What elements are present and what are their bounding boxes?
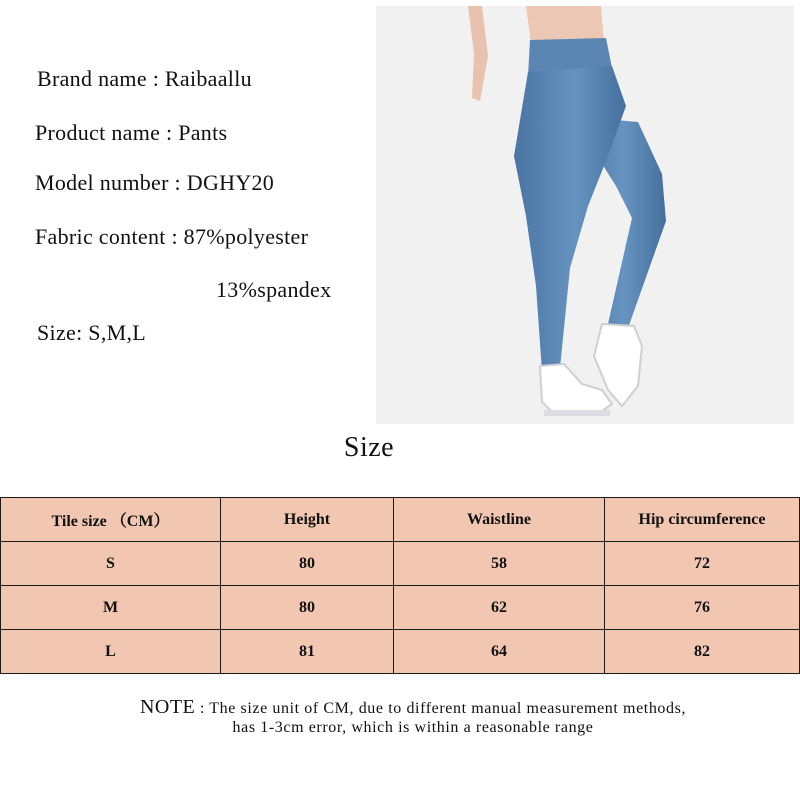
table-cell: 81 (221, 630, 394, 674)
product-photo (376, 6, 794, 424)
table-row (1, 630, 800, 674)
table-cell: 72 (605, 542, 800, 586)
note-label: NOTE (139, 696, 196, 718)
table-cell: 62 (394, 586, 605, 630)
table-cell: 58 (394, 542, 605, 586)
table-cell: 80 (221, 542, 394, 586)
table-cell: 82 (605, 630, 800, 674)
model-number-text: Model number : DGHY20 (35, 170, 275, 195)
table-cell: 64 (394, 630, 605, 674)
product-name-text: Product name : Pants (35, 120, 228, 145)
header-waistline: Waistline (394, 498, 605, 542)
header-hip: Hip circumference (605, 498, 800, 542)
note-line-1: : The size unit of CM, due to different manual measurement methods, (199, 700, 687, 717)
table-cell: M (1, 586, 221, 630)
size-list-text: Size: S,M,L (37, 320, 147, 345)
note-line-2: has 1-3cm error, which is within a reasonable range (232, 719, 594, 736)
brand-name-text: Brand name : Raibaallu (37, 66, 252, 91)
torso-skin (526, 6, 604, 44)
header-tile-size: Tile size （CM） (1, 498, 221, 542)
measurement-note (0, 698, 800, 737)
fabric-content-text: Fabric content : 87%polyester (35, 224, 309, 249)
size-chart-title: Size (343, 432, 395, 463)
shoe-sole (544, 410, 610, 416)
table-cell: L (1, 630, 221, 674)
table-header-row (1, 498, 800, 542)
table-row (1, 586, 800, 630)
header-height: Height (221, 498, 394, 542)
fabric-content-spandex-text: 13%spandex (216, 277, 332, 302)
table-cell: 76 (605, 586, 800, 630)
size-chart-table (0, 497, 800, 674)
table-cell: S (1, 542, 221, 586)
table-row (1, 542, 800, 586)
leggings-model-illustration (376, 6, 794, 424)
table-cell: 80 (221, 586, 394, 630)
